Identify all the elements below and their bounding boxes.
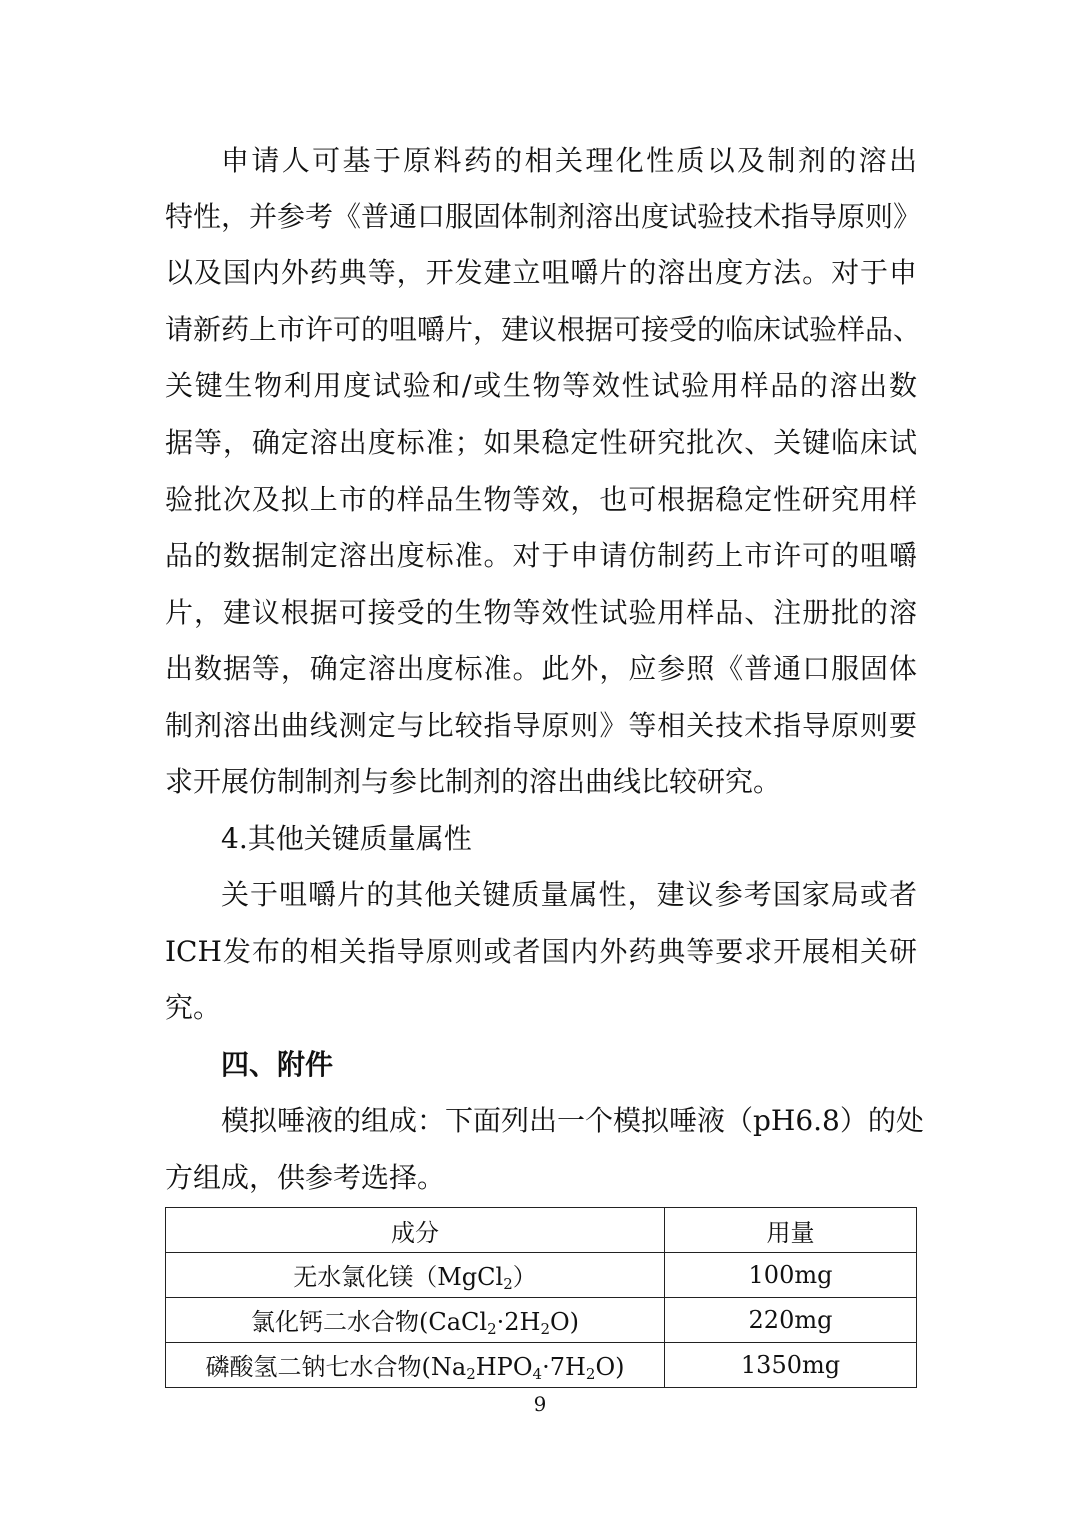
paragraph-line: ICH发布的相关指导原则或者国内外药典等要求开展相关研 [165,935,917,968]
section-heading: 4.其他关键质量属性 [221,822,472,855]
paragraph-line: 品的数据制定溶出度标准。对于申请仿制药上市许可的咀嚼 [165,539,917,572]
column-header-ingredient: 成分 [166,1208,665,1253]
table-row [166,1343,917,1388]
paragraph-line: 方组成，供参考选择。 [165,1161,446,1194]
paragraph-line: 片，建议根据可接受的生物等效性试验用样品、注册批的溶 [165,596,917,629]
table-row [166,1253,917,1298]
paragraph-line: 关于咀嚼片的其他关键质量属性，建议参考国家局或者 [221,878,917,911]
table-header-row [166,1208,917,1253]
paragraph-line: 求开展仿制制剂与参比制剂的溶出曲线比较研究。 [165,765,782,798]
ingredient-cell: 磷酸氢二钠七水合物$(Na_2HPO_4\cdot 7H_2O)$ [166,1343,665,1388]
paragraph-line: 验批次及拟上市的样品生物等效，也可根据稳定性研究用样 [165,483,917,516]
paragraph-line: 制剂溶出曲线测定与比较指导原则》等相关技术指导原则要 [165,709,917,742]
paragraph-line: 请新药上市许可的咀嚼片，建议根据可接受的临床试验样品、 [165,313,922,346]
paragraph-line: 特性，并参考《普通口服固体制剂溶出度试验技术指导原则》 [165,200,922,233]
page-number: 9 [533,1392,547,1416]
appendix-heading: 四、附件 [221,1048,334,1081]
paragraph-line: 究。 [165,991,222,1024]
ingredient-cell: 氯化钙二水合物$(CaCl_2\cdot 2H_2O)$ [166,1298,665,1343]
column-header-amount: 用量 [665,1208,917,1253]
table-row [166,1298,917,1343]
amount-cell: 100mg [665,1253,917,1298]
paragraph-line: 模拟唾液的组成：下面列出一个模拟唾液（pH6.8）的处 [221,1104,924,1137]
amount-cell: 1350mg [665,1343,917,1388]
amount-cell: 220mg [665,1298,917,1343]
paragraph-line: 以及国内外药典等，开发建立咀嚼片的溶出度方法。对于申 [165,256,917,289]
paragraph-line: 申请人可基于原料药的相关理化性质以及制剂的溶出 [221,144,917,177]
saliva-composition-table [165,1207,917,1388]
paragraph-line: 关键生物利用度试验和/或生物等效性试验用样品的溶出数 [165,369,917,402]
paragraph-line: 出数据等，确定溶出度标准。此外，应参照《普通口服固体 [165,652,917,685]
ingredient-cell: 无水氯化镁（MgCl$_2$） [166,1253,665,1298]
paragraph-line: 据等，确定溶出度标准；如果稳定性研究批次、关键临床试 [165,426,917,459]
